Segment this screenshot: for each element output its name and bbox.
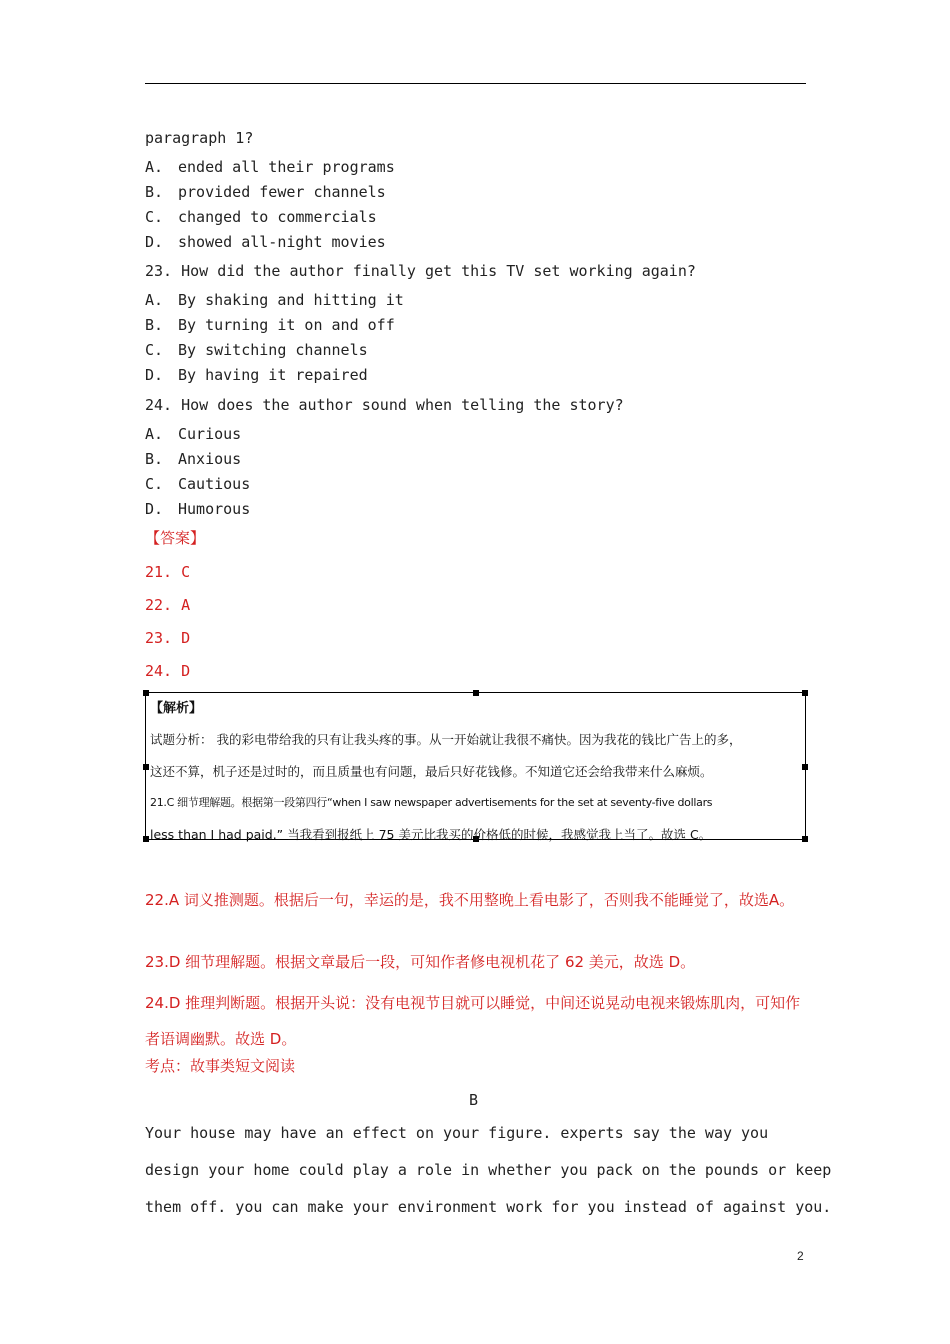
option-b: B. Anxious: [145, 450, 242, 468]
selection-handle: [802, 836, 808, 842]
analysis-line: less than I had paid.” 当我看到报纸上 75 美元比我买的价格低的时候，我感觉我上当了。故选 C。: [150, 827, 712, 842]
explanation-23: 23.D 细节理解题。根据文章最后一段，可知作者修电视机花了 62 美元，故选 D。: [145, 953, 696, 971]
option-a: A. Curious: [145, 425, 242, 443]
option-d: D. By having it repaired: [145, 366, 368, 384]
answer-21: 21. C: [145, 563, 191, 581]
analysis-line: 这还不算，机子还是过时的，而且质量也有问题，最后只好花钱修。不知道它还会给我带来什么麻烦。: [150, 764, 713, 779]
option-c: C. changed to commercials: [145, 208, 377, 226]
explanation-24: 24.D 推理判断题。根据开头说：没有电视节目就可以睡觉，中间还说晃动电视来锻炼肌肉，可知作者语调幽默。故选 D。: [145, 994, 801, 1048]
passage-line: Your house may have an effect on your figure. experts say the way you: [145, 1124, 769, 1142]
option-a: A. By shaking and hitting it: [145, 291, 404, 309]
page-number: 2: [797, 1249, 804, 1263]
option-b: B. provided fewer channels: [145, 183, 386, 201]
analysis-line: 试题分析： 我的彩电带给我的只有让我头疼的事。从一开始就让我很不痛快。因为我花的钱比广告上的多，: [150, 732, 742, 747]
option-c: C. By switching channels: [145, 341, 368, 359]
analysis-line: 21.C 细节理解题。根据第一段第四行“when I saw newspaper advertisements for the set at seventy-five dollars: [150, 796, 713, 809]
selection-handle: [143, 764, 149, 770]
answer-heading: 【答案】: [145, 529, 206, 547]
selection-handle: [143, 690, 149, 696]
selection-handle: [802, 764, 808, 770]
header-rule: [145, 83, 806, 84]
option-a: A. ended all their programs: [145, 158, 395, 176]
selection-handle: [802, 690, 808, 696]
passage-line: them off. you can make your environment work for you instead of against you.: [145, 1198, 832, 1216]
selection-handle: [473, 690, 479, 696]
option-b: B. By turning it on and off: [145, 316, 395, 334]
answer-24: 24. D: [145, 662, 191, 680]
question-24-stem: 24. How does the author sound when telling the story?: [145, 396, 624, 414]
analysis-image-box: [145, 692, 806, 840]
analysis-heading: 【解析】: [150, 701, 203, 716]
option-d: D. Humorous: [145, 500, 251, 518]
answer-22: 22. A: [145, 596, 191, 614]
option-c: C. Cautious: [145, 475, 251, 493]
selection-handle: [143, 836, 149, 842]
passage-line: design your home could play a role in whether you pack on the pounds or keep: [145, 1161, 832, 1179]
explanation-22: 22.A 词义推测题。根据后一句，幸运的是，我不用整晚上看电影了，否则我不能睡觉了，故选A。: [145, 891, 795, 909]
option-d: D. showed all-night movies: [145, 233, 386, 251]
question-22-tail: paragraph 1?: [145, 129, 254, 147]
section-title: B: [469, 1091, 479, 1109]
kaodian-label: 考点：故事类短文阅读: [145, 1057, 296, 1075]
question-23-stem: 23. How did the author finally get this TV set working again?: [145, 262, 696, 280]
answer-23: 23. D: [145, 629, 191, 647]
